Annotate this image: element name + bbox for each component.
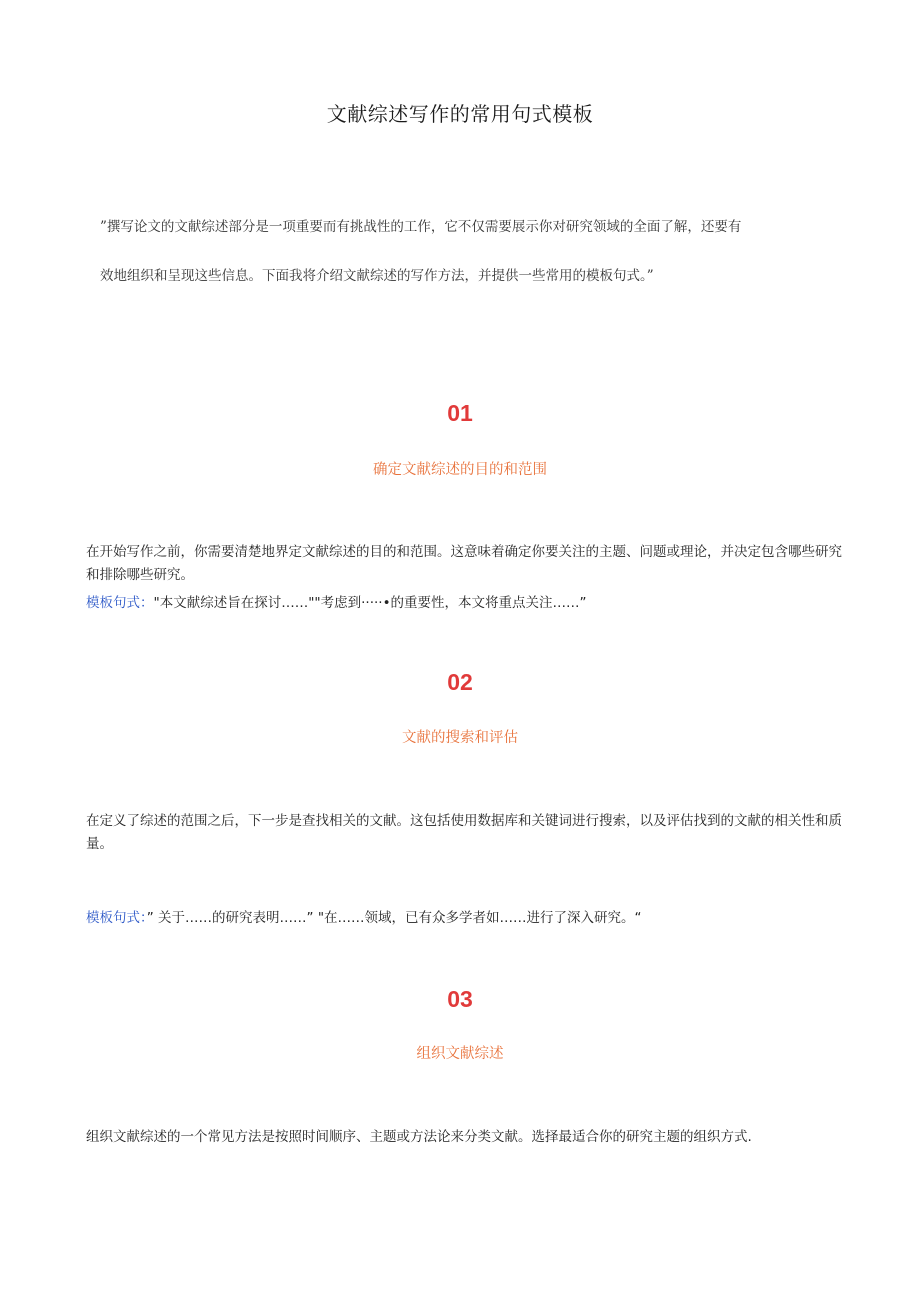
section-2-template	[86, 906, 846, 926]
section-1-paragraph: 在开始写作之前，你需要清楚地界定文献综述的目的和范围。这意味着确定你要关注的主题、问题或理论，并决定包含哪些研究和排除哪些研究。	[86, 544, 842, 583]
section-1-number: 01	[447, 400, 473, 426]
section-2-template-text: ” 关于……的研究表明……” "在……领域，已有众多学者如……进行了深入研究。“	[146, 910, 642, 926]
section-3-paragraph: 组织文献综述的一个常见方法是按照时间顺序、主题或方法论来分类文献。选择最适合你的研究主题的组织方式.	[86, 1129, 752, 1145]
section-2-paragraph: 在定义了综述的范围之后，下一步是查找相关的文献。这包括使用数据库和关键词进行搜索，以及评估找到的文献的相关性和质量。	[86, 813, 842, 852]
section-1-template-text: "本文献综述旨在探讨……""考虑到·····•的重要性，本文将重点关注……”	[153, 595, 587, 611]
section-3-number: 03	[447, 986, 473, 1012]
section-1-template-label: 模板句式：	[86, 595, 154, 611]
document-title: 文献综述写作的常用句式模板	[326, 102, 594, 126]
section-2-heading: 文献的搜索和评估	[402, 730, 518, 746]
intro-line-1: ”撰写论文的文献综述部分是一项重要而有挑战性的工作，它不仅需要展示你对研究领域的全面了解，还要有	[100, 219, 742, 235]
section-2-number: 02	[447, 669, 473, 695]
section-3-heading: 组织文献综述	[416, 1046, 504, 1062]
section-2-template-label: 模板句式：	[86, 910, 147, 926]
section-1-template	[86, 591, 846, 611]
intro-line-2: 效地组织和呈现这些信息。下面我将介绍文献综述的写作方法，并提供一些常用的模板句式。”	[100, 268, 654, 284]
section-1-heading: 确定文献综述的目的和范围	[373, 462, 547, 478]
